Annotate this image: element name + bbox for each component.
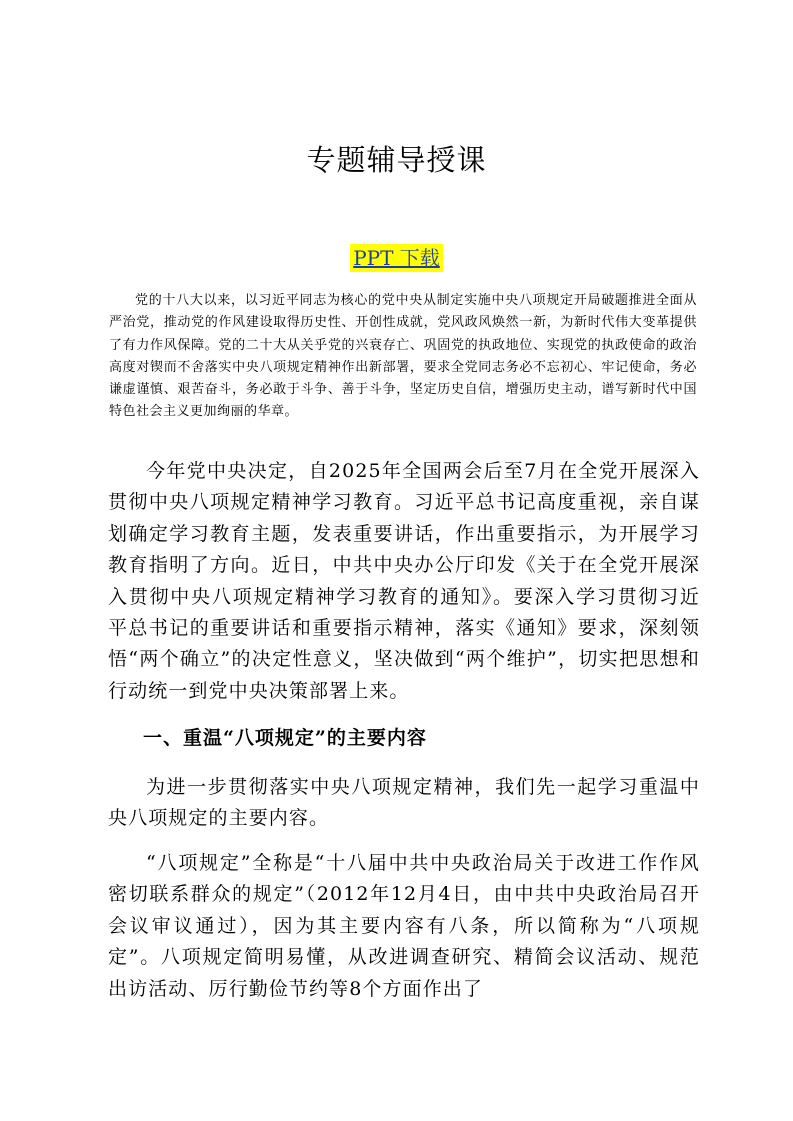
body-paragraph-2: 为进一步贯彻落实中央八项规定精神，我们先一起学习重温中央八项规定的主要内容。 [108, 776, 700, 830]
ppt-download-container [0, 244, 793, 272]
page-title: 专题辅导授课 [306, 143, 487, 177]
body-paragraph-3: “八项规定”全称是“十八届中共中央政治局关于改进工作作风密切联系群众的规定”（2012年12月4日，由中共中央政治局召开会议审议通过），因为其主要内容有八条，所以简称为“八项规定”。八项规定简明易懂，从改进调查研究、精简会议活动、规范出访活动、厉行勤俭节约等8个方面作出了 [108, 852, 700, 1000]
intro-paragraph: 党的十八大以来，以习近平同志为核心的党中央从制定实施中央八项规定开局破题推进全面从严治党，推动党的作风建设取得历史性、开创性成就，党风政风焕然一新，为新时代伟大变革提供了有力作风保障。党的二十大从关乎党的兴衰存亡、巩固党的执政地位、实现党的执政使命的政治高度对锲而不舍落实中央八项规定精神作出新部署，要求全党同志务必不忘初心、牢记使命，务必谦虚谨慎、艰苦奋斗，务必敢于斗争、善于斗争，坚定历史自信，增强历史主动，谱写新时代中国特色社会主义更加绚丽的华章。 [109, 293, 697, 420]
ppt-download-link[interactable]: PPT 下载 [350, 244, 443, 272]
body-paragraph-1: 今年党中央决定，自2025年全国两会后至7月在全党开展深入贯彻中央八项规定精神学习教育。习近平总书记高度重视，亲自谋划确定学习教育主题，发表重要讲话，作出重要指示，为开展学习教育指明了方向。近日，中共中央办公厅印发《关于在全党开展深入贯彻中央八项规定精神学习教育的通知》。要深入学习贯彻习近平总书记的重要讲话和重要指示精神，落实《通知》要求，深刻领悟“两个确立”的决定性意义，坚决做到“两个维护”，切实把思想和行动统一到党中央决策部署上来。 [108, 460, 700, 702]
section-heading: 一、重温“八项规定”的主要内容 [143, 727, 427, 749]
